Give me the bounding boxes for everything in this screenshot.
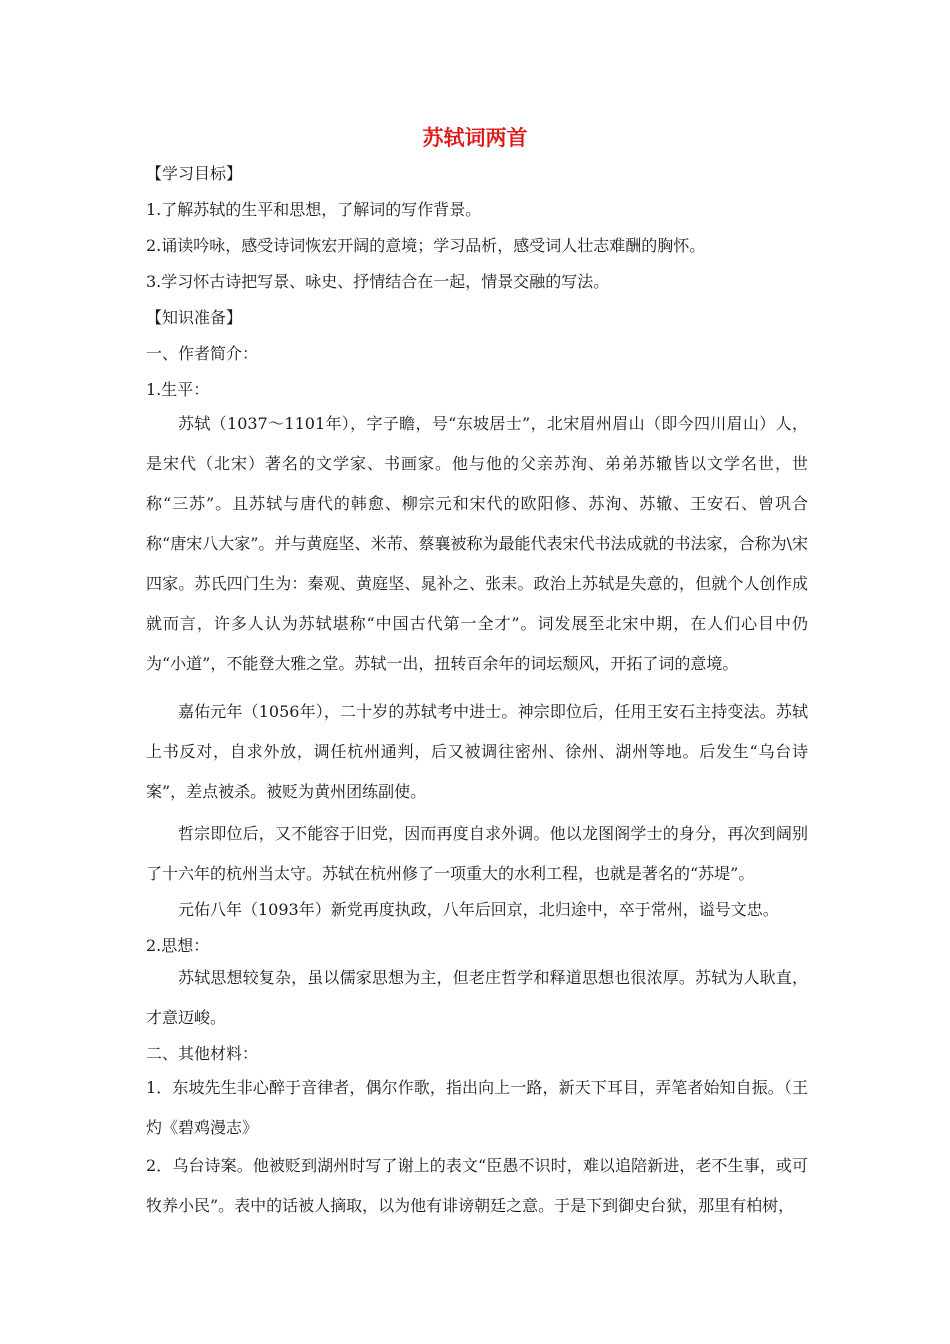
goal-item: 3.学习怀古诗把写景、咏史、抒情结合在一起，情景交融的写法。 [146, 272, 610, 291]
life-paragraph: 苏轼（1037～1101年），字子瞻，号“东坡居士”，北宋眉州眉山（即今四川眉山）人，是宋代（北宋）著名的文学家、书画家。他与他的父亲苏洵、弟弟苏辙皆以文学名世，世称“三苏”。且苏轼与唐代的韩愈、柳宗元和宋代的欧阳修、苏洵、苏辙、王安石、曾巩合称“唐宋八大家”。并与黄庭坚、米芾、蔡襄被称为最能代表宋代书法成就的书法家，合称为\宋四家。苏氏四门生为：秦观、黄庭坚、晁补之、张耒。政治上苏轼是失意的，但就个人创作成就而言，许多人认为苏轼堪称“中国古代第一全才”。词发展至北宋中期，在人们心目中仍为“小道”，不能登大雅之堂。苏轼一出，扭转百余年的词坛颓风，开拓了词的意境。 [146, 414, 808, 673]
life-paragraph: 哲宗即位后，又不能容于旧党，因而再度自求外调。他以龙图阁学士的身分，再次到阔别了十六年的杭州当太守。苏轼在杭州修了一项重大的水利工程，也就是著名的“苏堤”。 [146, 824, 808, 883]
life-paragraph: 元佑八年（1093年）新党再度执政，八年后回京，北归途中，卒于常州，谥号文忠。 [178, 900, 779, 919]
document-title: 苏轼词两首 [422, 126, 528, 150]
goal-item: 2.诵读吟咏，感受诗词恢宏开阔的意境；学习品析，感受词人壮志难酬的胸怀。 [146, 236, 706, 255]
thought-heading: 2.思想： [146, 936, 210, 955]
goal-item: 1.了解苏轼的生平和思想，了解词的写作背景。 [146, 200, 482, 219]
material-item: 2．乌台诗案。他被贬到湖州时写了谢上的表文“臣愚不识时，难以追陪新进，老不生事，或可牧养小民”。表中的话被人摘取，以为他有诽谤朝廷之意。于是下到御史台狱，那里有柏树， [146, 1156, 808, 1215]
life-paragraph: 嘉佑元年（1056年），二十岁的苏轼考中进士。神宗即位后，任用王安石主持变法。苏轼上书反对，自求外放，调任杭州通判，后又被调往密州、徐州、湖州等地。后发生“乌台诗案”，差点被杀。被贬为黄州团练副使。 [146, 702, 808, 801]
thought-paragraph: 苏轼思想较复杂，虽以儒家思想为主，但老庄哲学和释道思想也很浓厚。苏轼为人耿直，才意迈峻。 [146, 968, 808, 1027]
life-heading: 1.生平： [146, 380, 210, 399]
author-heading: 一、作者简介： [146, 344, 259, 363]
prep-heading: 【知识准备】 [146, 308, 243, 327]
material-item: 1．东坡先生非心醉于音律者，偶尔作歌，指出向上一路，新天下耳目，弄笔者始知自振。（王灼《碧鸡漫志》 [146, 1078, 808, 1137]
other-heading: 二、其他材料： [146, 1044, 259, 1063]
goals-heading: 【学习目标】 [146, 164, 243, 183]
